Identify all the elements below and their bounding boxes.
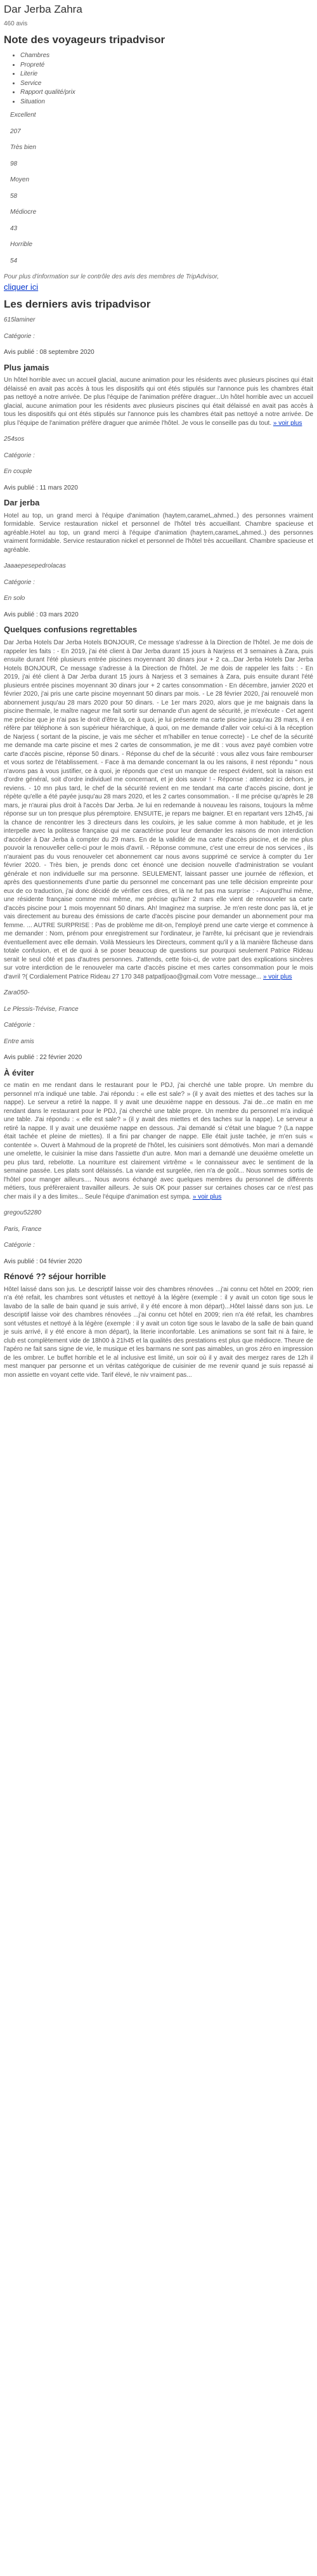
category-item: • Propreté (20, 61, 313, 70)
review-author: Jaaaepesepedrolacas (4, 563, 66, 570)
review-body (4, 376, 313, 427)
review-author: 615laminer (4, 316, 36, 324)
see-more-link[interactable]: » voir plus (273, 419, 302, 427)
review-category: En couple (4, 468, 32, 476)
review-title: Quelques confusions regrettables (4, 625, 138, 635)
review-text: Dar Jerba Hotels Dar Jerba Hotels BONJOUR, Ce message s'adresse à la Direction de l'hôtel. Je me dois de rappeler les faits : - En 2019, j'ai été client à Dar Jerba durant 15 jours à Narjess et 3 semaines à Zara, puis ensuite durant l'été plusieurs entrée piscines moyennant 30 dinars jour + 2 ca...Dar Jerba Hotels Dar Jerba Hotels BONJOUR, Ce message s'adresse à la Direction de l'hôtel. Je me dois de rappeler les faits : - En 2019, j'ai été client à Dar Jerba durant 15 jours à Narjess et 3 semaines à Zara, puis ensuite durant l'été plusieurs entrée piscines moyennant 30 dinars jour + 2 cartes consommation - En décembre, janvier 2020 et février 2020, j'ai pris une carte piscine moyennant 50 dinars par mois. - Le 28 février 2020, j'ai renouvelé mon abonnement jusqu'au 28 mars 2020 pour 50 dinars. - Le 1er mars 2020, alors que je me baignais dans la piscine thermale, le maître nageur me fait sortir sur demande d'un agent de sécurité, je m'exécute - Cet agent me précise que je n'ai pas le droit d'être là, ce à quoi, je lui présente ma carte piscine jusqu'au 28 mars, il en réfère par téléphone à son supérieur hiérarchique, à quoi, on me demande d'aller voir celui-ci à la réception de Narjess ( sortant de la piscine, je vais me sécher et m'habiller en tenue correcte) - Le chef de la sécurité me demande ma carte piscine et mes 2 cartes de consommation, je me dit : vous avez payé combien votre carte d'accès piscine, réponse 50 dinars. - Réponse du chef de la sécurité : vous allez vous faire rembourser et vous sortez de l'établissement. - Face à ma demande concernant la ou les raisons, il nest répondu " nous n'avons pas à vous justifier, ce à quoi, je réponds que c'est un manque de respect évident, soit la raison est d'ordre général, soit d'ordre individuel me concernant, et je dois savoir ! - Réponse : attendez ici dehors, je reviens. - 10 mn plus tard, le chef de la sécurité revient en me tendant ma carte d'accès piscine, dont je répète qu'elle a été payée jusqu'au 28 mars 2020, et les 2 cartes consommation. - Il me précise qu'après le 28 mars, je n'aurai plus droit à l'accès Dar Jerba. Je lui en redemande à nouveau les raisons, toujours la même réponse sur un ton presque plus péremptoire. ENSUITE, je repars me baigner. Et en repartant vers 12h45, j'ai la chance de rencontrer les 3 directeurs dans les couloirs, je les salue comme à mon habitude, et je les interpelle avec la politesse française qui me caractérise pour leur demander les raisons de mon interdiction d'accéder à Dar Jerba à compter du 29 mars. En de la validité de ma carte d'accès piscine, et de me plus pouvoir la renouveller celle-ci pour le mois d'avril. - Réponse commune, c'est une erreur de nos services , ils n'auraient pas du vous renouveler cet abonnement car nous avons supprimé ce service à compter du 1er février 2020. - Très bien, je prends donc cet énoncé une decision nouvelle d'administration se voulant générale et non individuelle sur ma personne. SEULEMENT, laissant passer une journée de réflexion, et après des questionnements d'une partie du personnel me concernant pas une telle décision empreinte pour eux de co traduction, j'ai donc décidé de vérifier ces dires, et là ne fut pas ma surprise : - Aujourd'hui même, une résidente française comme moi même, me précise qu'hier 2 mars elle vient de renouveler sa carte d'accès piscine pour 1 mois moyennant 50 dinars. Ah! Imaginez ma surprise. Je m'en reste donc pas là, et je vais directement au bureau des émissions de carte d'accès piscine pour demander un abonnement pour ma femme. ... AUTRE SURPRISE : Pas de problème me dit-on, l'employé prend une carte vierge et commence à me demander : Nom, prénom pour enregistrement sur l'ordinateur, je l'arrête, lui précisant que je reviendrais éventuellement avec elle demain. Voilà Messieurs les Directeurs, comment qu'il y a là manière fâcheuse dans totale confusion, et et de quoi à se poser beaucoup de questions sur pourquoi seulement Patrice Rideau serait le seul côté et pas d'autres personnes. J'attends, cette fois-ci, de votre part des explications sincères sur votre interdiction de le renouveler ma carte d'accès piscine et mes cartes consommation pour le mois d'avril ?( Cordialement Patrice Rideau 27 170 348 patpatljoao@gmail.com Votre message... (4, 639, 313, 980)
review-category: En solo (4, 595, 25, 602)
review-title: Rénové ?? séjour horrible (4, 1272, 107, 1282)
rating-count: 54 (10, 257, 18, 264)
category-item: • Chambres (20, 51, 313, 60)
review-category-label: Catégorie : (4, 1022, 35, 1029)
review-text: Un hôtel horrible avec un accueil glacial, aucune animation pour les résidents avec plusieurs piscines qui était délaissé en avait pas accès à tous les dispositifs qui ont étés stipulés sur l'annonce puis les chambres était pas nettoyé a notre arrivée. De plus l'équipe de l'animation préfère draguer...Un hôtel horrible avec un accueil glacial, aucune animation pour les résidents avec plusieurs piscines qui était délaissé en avait pas accès à tous les dispositifs qui ont étés stipulés sur l'annonce puis les chambres était pas nettoyé a notre arrivée. De plus l'équipe de l'animation préfère draguer que animée l'hôtel. Je vous le conseille pas du tout. (4, 377, 313, 427)
review-item (4, 989, 313, 1201)
review-category-label: Catégorie : (4, 452, 35, 459)
review-text: Hôtel laissé dans son jus. Le descriptif laisse voir des chambres rénovées ...j'ai connu cet hôtel en 2009; rien n'a été refait, les chambres sont vétustes et nettoyé à la légère (exemple : il y avait un coton tige sous le lavabo de la salle de bain quand je suis arrivé, il y été encore à mon départ)...Hôtel laissé dans son jus. Le descriptif laisse voir des chambres rénovées ...j'ai connu cet hôtel en 2009; rien n'a été refait, les chambres sont vétustes et nettoyé à la légère (exemple : il y avait un coton tige sous le lavabo de la salle de bain quand je suis arrivé, il y été encore à mon départ), la literie inconfortable. Les animations se sont fait ni à faire, le club est complètement vide de 18h00 à 21h45 et la qualités des prestations est plus que médiocre. Theure de l'apéro ne fait sans signe de vie, le musique et les barmans ne sont pas aimables, un gros zéro en impression de les ombrer. Le buffet horrible et le al inclusive est limité, un soir où il y avait des mergez rares de 12h il mest manquer par personne et un véritas catégorique de cuisinier de me revenir quand je suis repassé ai mon assiette en voyant cette vide. Tarif élevé, le niv vraiment pas... (4, 1285, 313, 1379)
review-text: Hotel au top, un grand merci à l'équipe d'animation (haytem,carameL,ahmed..) des personnes vraiment formidable. Service restauration nickel et personnel de l'hôtel très accueillant. Chambre spacieuse et agréable.Hotel au top, un grand merci à l'équipe d'animation (haytem,carameL,ahmed..) des personnes vraiment formidable. Service restauration nickel et personnel de l'hôtel très accueillant. Chambre spacieuse et agréable. (4, 512, 313, 554)
rating-label: Horrible (10, 241, 33, 249)
reviews-title: Les derniers avis tripadvisor (4, 298, 151, 311)
review-date: Avis publié : 04 février 2020 (4, 1258, 82, 1265)
info-link[interactable]: cliquer ici (4, 282, 39, 292)
ratings-title: Note des voyageurs tripadvisor (4, 34, 165, 46)
rating-label: Excellent (10, 112, 36, 119)
review-date: Avis publié : 22 février 2020 (4, 1054, 82, 1061)
see-more-link[interactable]: » voir plus (192, 1193, 222, 1200)
review-category: Entre amis (4, 1038, 34, 1045)
category-item: • Rapport qualité/prix (20, 88, 313, 97)
rating-item (10, 143, 313, 168)
review-category-label: Catégorie : (4, 578, 35, 586)
rating-label: Médiocre (10, 209, 37, 216)
rating-item (10, 111, 313, 136)
see-more-link[interactable]: » voir plus (262, 973, 292, 980)
category-item: • Service (20, 79, 313, 88)
review-category-label: Catégorie : (4, 1242, 35, 1249)
review-text: ce matin en me rendant dans le restaurant pour le PDJ, j'ai cherché une table propre. Un membre du personnel m'a indiqué une table. J'ai répondu : « elle est sale? » (il y avait des miettes et des taches sur la nappe). Le serveur a retiré la nappe. Il y avait une deuxième nappe en dessous. J'ai de...ce matin en me rendant dans le restaurant pour le PDJ, j'ai cherché une table propre. Un membre du personnel m'a indiqué une table. J'ai répondu : « elle est sale? » (il y avait des miettes et des taches sur la nappe). Le serveur a retiré la nappe. Il y avait une deuxième nappe en dessous. J'ai demandé si c'était une blague ? (La nappe était tachée et pleine de miettes). Il a fini par changer de nappe. Elle était juste tachée, je m'en suis « contentée ». Ouvert à Mahmoud de la propreté de l'hôtel, les cuisiniers sont démotivés. Mon mari a demandé une omelette, le cuisinier la mise dans l'assiette d'un autre. Mon mari a demandé une deuxième omelette un peu plus tard, rebelotte. La nourriture est clairement virtrême « le connaisseur avec le sentiment de la semaine passée. Les plats sont délaissés. La viande est surgelée, rien n'a de goût... Nous sommes sortis de l'hôtel pour manger ailleurs.... Nous avons échangé avec quelques membres du personnel de différents métiers, tous préfèreraient travailler ailleurs. Je suis OK pour passer sur certaines choses car ce n'est pas cher mais il y a des limites... Seule l'équipe d'animation est sympa. (4, 1082, 313, 1200)
rating-count: 43 (10, 224, 18, 232)
review-location: Le Plessis-Trévise, France (4, 1005, 79, 1013)
review-category-label: Catégorie : (4, 332, 35, 340)
review-item (4, 1209, 313, 1379)
category-item: • Situation (20, 98, 313, 107)
review-author: Zara050- (4, 989, 30, 996)
rating-label: Moyen (10, 176, 30, 184)
category-list (4, 51, 313, 106)
info-text: Pour plus d'information sur le contrôle des avis des membres de TripAdvisor, (4, 273, 219, 281)
review-title: Plus jamais (4, 362, 49, 372)
review-title: Dar jerba (4, 498, 40, 508)
review-item (4, 435, 313, 554)
rating-item (10, 240, 313, 265)
rating-label: Très bien (10, 144, 36, 152)
review-date: Avis publié : 03 mars 2020 (4, 611, 79, 618)
rating-count: 207 (10, 127, 21, 135)
rating-count: 58 (10, 192, 18, 200)
review-title: À éviter (4, 1067, 34, 1077)
rating-item (10, 176, 313, 200)
review-date: Avis publié : 11 mars 2020 (4, 484, 78, 491)
review-author: gregou52280 (4, 1209, 41, 1217)
rating-item (10, 208, 313, 233)
review-body (4, 1081, 313, 1201)
review-body (4, 639, 313, 981)
review-body (4, 512, 313, 555)
review-location: Paris, France (4, 1225, 42, 1233)
rating-list (4, 111, 313, 265)
review-count: 460 avis (4, 20, 28, 27)
review-body (4, 1285, 313, 1380)
review-item (4, 562, 313, 981)
rating-count: 98 (10, 160, 18, 167)
review-date: Avis publié : 08 septembre 2020 (4, 349, 94, 356)
review-item (4, 316, 313, 427)
category-item: • Literie (20, 70, 313, 79)
hotel-name: Dar Jerba Zahra (4, 3, 82, 15)
review-author: 254sos (4, 436, 25, 443)
tripadvisor-info (4, 273, 313, 292)
